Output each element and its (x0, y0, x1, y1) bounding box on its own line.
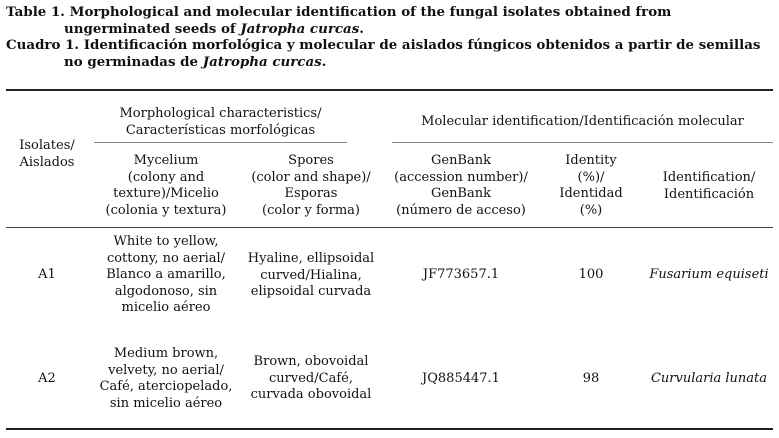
header-mycelium-line: (colony and (127, 169, 205, 185)
header-mol-group (392, 114, 773, 131)
row-a1-isolate (6, 267, 88, 284)
header-identity-line: Identity (565, 153, 617, 168)
header-mycelium-line: texture)/Micelio (113, 186, 219, 202)
header-identity (546, 153, 636, 219)
row-a2-spores (244, 354, 378, 404)
caption-en-label: Table 1. (6, 4, 65, 20)
caption-es-label: Cuadro 1. (6, 37, 80, 53)
header-genbank (390, 153, 532, 219)
header-mycelium-line: (colonia y textura) (105, 202, 227, 218)
header-spores (244, 153, 378, 219)
header-mycelium-line: Mycelium (133, 153, 199, 168)
header-spores-line: Esporas (284, 186, 338, 202)
row-a1-mycelium (94, 234, 238, 317)
cell-line: curved/Café, (269, 370, 353, 386)
row-a1-spores (244, 251, 378, 301)
cell-text: JF773657.1 (422, 267, 500, 282)
header-bottom-rule (6, 227, 773, 228)
cell-line: velvety, no aerial/ (108, 362, 224, 378)
header-isolates (6, 138, 88, 171)
header-isolates-line: Isolates/ (19, 138, 75, 153)
header-identification (645, 170, 773, 203)
cell-line: Brown, obovoidal (253, 354, 369, 369)
header-identity-line: (%) (579, 202, 603, 218)
cell-text: Fusarium equiseti (649, 267, 769, 282)
cell-line: algodonoso, sin (114, 283, 218, 299)
table-top-rule (6, 89, 773, 91)
header-identity-line: (%)/ (577, 169, 605, 185)
caption-en-end: . (359, 20, 364, 37)
caption-es-end: . (321, 53, 327, 70)
cell-text: Curvularia lunata (650, 371, 768, 386)
cell-line: Blanco a amarillo, (106, 267, 226, 283)
cell-line: elipsoidal curvada (250, 284, 372, 300)
cell-line: curvada obovoidal (250, 387, 372, 403)
header-isolates-line: Aislados (19, 154, 75, 170)
header-identification-line: Identification/ (662, 170, 756, 185)
header-morph-line: Morphological characteristics/ (119, 106, 322, 121)
cell-text: JQ885447.1 (422, 371, 500, 386)
caption-en-text: Morphological and molecular identification of the fungal isolates obtained from ungerminated seeds of (64, 4, 672, 37)
row-a2-genbank (390, 371, 532, 388)
header-genbank-line: (número de acceso) (396, 202, 526, 218)
caption-english (6, 4, 774, 37)
mol-group-rule (392, 142, 773, 143)
cell-text: A2 (38, 371, 56, 386)
row-a2-identity (546, 371, 636, 388)
row-a2-identification (645, 371, 773, 388)
row-a1-genbank (390, 267, 532, 284)
header-mol-line: Molecular identification/Identificación molecular (421, 114, 744, 129)
table-bottom-rule (6, 428, 773, 430)
morph-group-rule (94, 142, 347, 143)
caption-spanish (6, 37, 774, 70)
row-a1-identity (546, 267, 636, 284)
header-genbank-line: GenBank (430, 153, 491, 168)
caption-en-species: Jatropha curcas (240, 20, 360, 37)
header-genbank-line: GenBank (430, 186, 491, 202)
header-spores-line: (color and shape)/ (251, 169, 371, 185)
header-genbank-line: (accession number)/ (394, 169, 528, 185)
caption-es-species: Jatropha curcas (202, 53, 322, 70)
cell-line: curved/Hialina, (260, 267, 362, 283)
cell-text: A1 (38, 267, 56, 282)
caption-es-text: Identificación morfológica y molecular de aislados fúngicos obtenidos a partir de semillas no germinadas de (64, 37, 761, 70)
cell-line: Medium brown, (113, 346, 219, 361)
header-mycelium (94, 153, 238, 219)
table-caption (6, 4, 774, 70)
row-a2-isolate (6, 371, 88, 388)
cell-line: White to yellow, (113, 234, 219, 249)
header-identity-line: Identidad (559, 186, 623, 202)
header-morph-group (94, 106, 347, 139)
cell-line: Café, aterciopelado, (99, 379, 233, 395)
header-morph-line: Características morfológicas (125, 122, 316, 138)
cell-text: 100 (578, 267, 604, 282)
header-spores-line: (color y forma) (262, 202, 360, 218)
cell-line: Hyaline, ellipsoidal (247, 251, 375, 266)
header-spores-line: Spores (288, 153, 334, 168)
cell-line: sin micelio aéreo (109, 395, 223, 411)
row-a2-mycelium (94, 346, 238, 412)
cell-text: 98 (582, 371, 600, 386)
header-identification-line: Identificación (663, 186, 755, 202)
row-a1-identification (645, 267, 773, 284)
cell-line: cottony, no aerial/ (106, 250, 226, 266)
cell-line: micelio aéreo (121, 300, 211, 316)
